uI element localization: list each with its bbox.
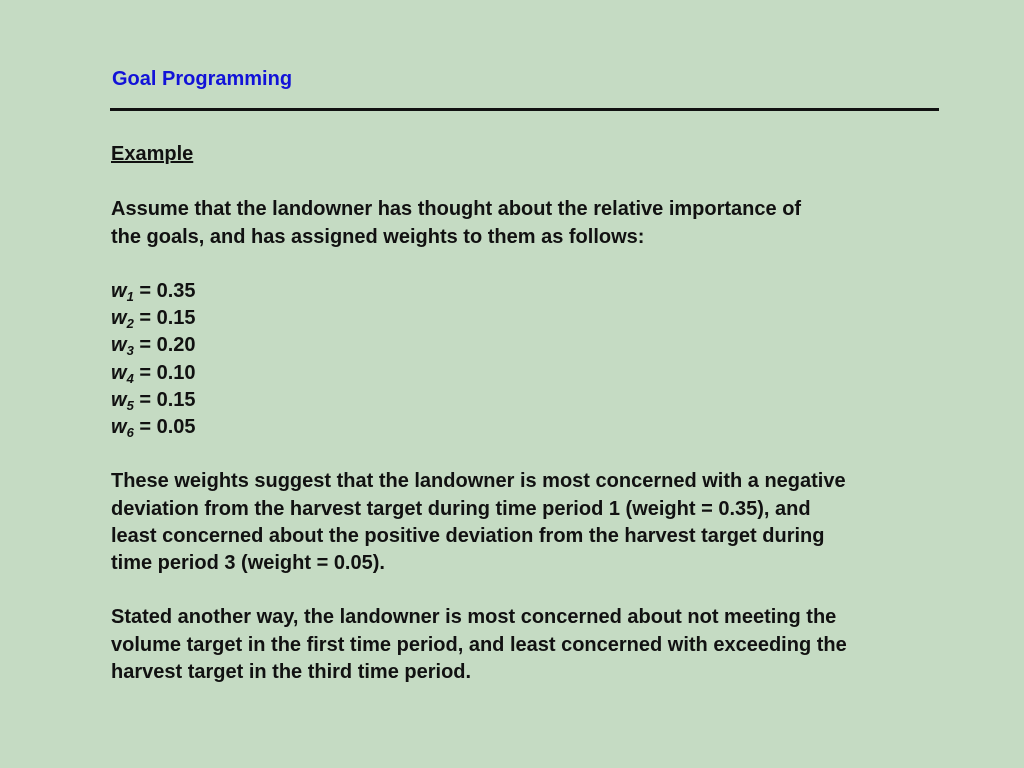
weight-symbol: w xyxy=(111,389,127,411)
weight-value: = 0.05 xyxy=(133,416,196,438)
paragraph2-line-1: These weights suggest that the landowner is most concerned with a negative xyxy=(111,470,846,492)
weight-row-1 xyxy=(111,280,196,303)
weight-symbol: w xyxy=(111,334,127,356)
weight-index: 1 xyxy=(126,289,134,304)
paragraph3-line-2: volume target in the first time period, and least concerned with exceeding the xyxy=(111,634,847,656)
weight-value: = 0.10 xyxy=(133,362,196,384)
weight-row-4 xyxy=(111,362,196,385)
weight-symbol: w xyxy=(111,280,127,302)
paragraph2-line-2: deviation from the harvest target during time period 1 (weight = 0.35), and xyxy=(111,498,811,520)
weight-row-2 xyxy=(111,307,196,330)
title-divider xyxy=(110,108,939,111)
weight-value: = 0.35 xyxy=(133,280,196,302)
weight-row-6 xyxy=(111,416,196,439)
weight-index: 2 xyxy=(126,316,134,331)
intro-line-2: the goals, and has assigned weights to them as follows: xyxy=(111,226,645,248)
weight-value: = 0.15 xyxy=(133,307,196,329)
paragraph3-line-1: Stated another way, the landowner is most concerned about not meeting the xyxy=(111,606,837,628)
weight-value: = 0.20 xyxy=(133,334,196,356)
weight-symbol: w xyxy=(111,416,127,438)
weight-symbol: w xyxy=(111,307,127,329)
weight-index: 6 xyxy=(126,425,134,440)
paragraph2-line-4: time period 3 (weight = 0.05). xyxy=(111,552,385,574)
paragraph2-line-3: least concerned about the positive deviation from the harvest target during xyxy=(111,525,825,547)
weight-value: = 0.15 xyxy=(133,389,196,411)
weight-index: 5 xyxy=(126,398,134,413)
weight-index: 3 xyxy=(126,343,134,358)
weight-index: 4 xyxy=(126,371,134,386)
paragraph3-line-3: harvest target in the third time period. xyxy=(111,661,472,683)
section-heading: Example xyxy=(111,143,194,165)
weight-row-3 xyxy=(111,334,196,357)
intro-line-1: Assume that the landowner has thought about the relative importance of xyxy=(111,198,802,220)
slide-title: Goal Programming xyxy=(112,68,293,90)
weight-row-5 xyxy=(111,389,196,412)
weight-symbol: w xyxy=(111,362,127,384)
